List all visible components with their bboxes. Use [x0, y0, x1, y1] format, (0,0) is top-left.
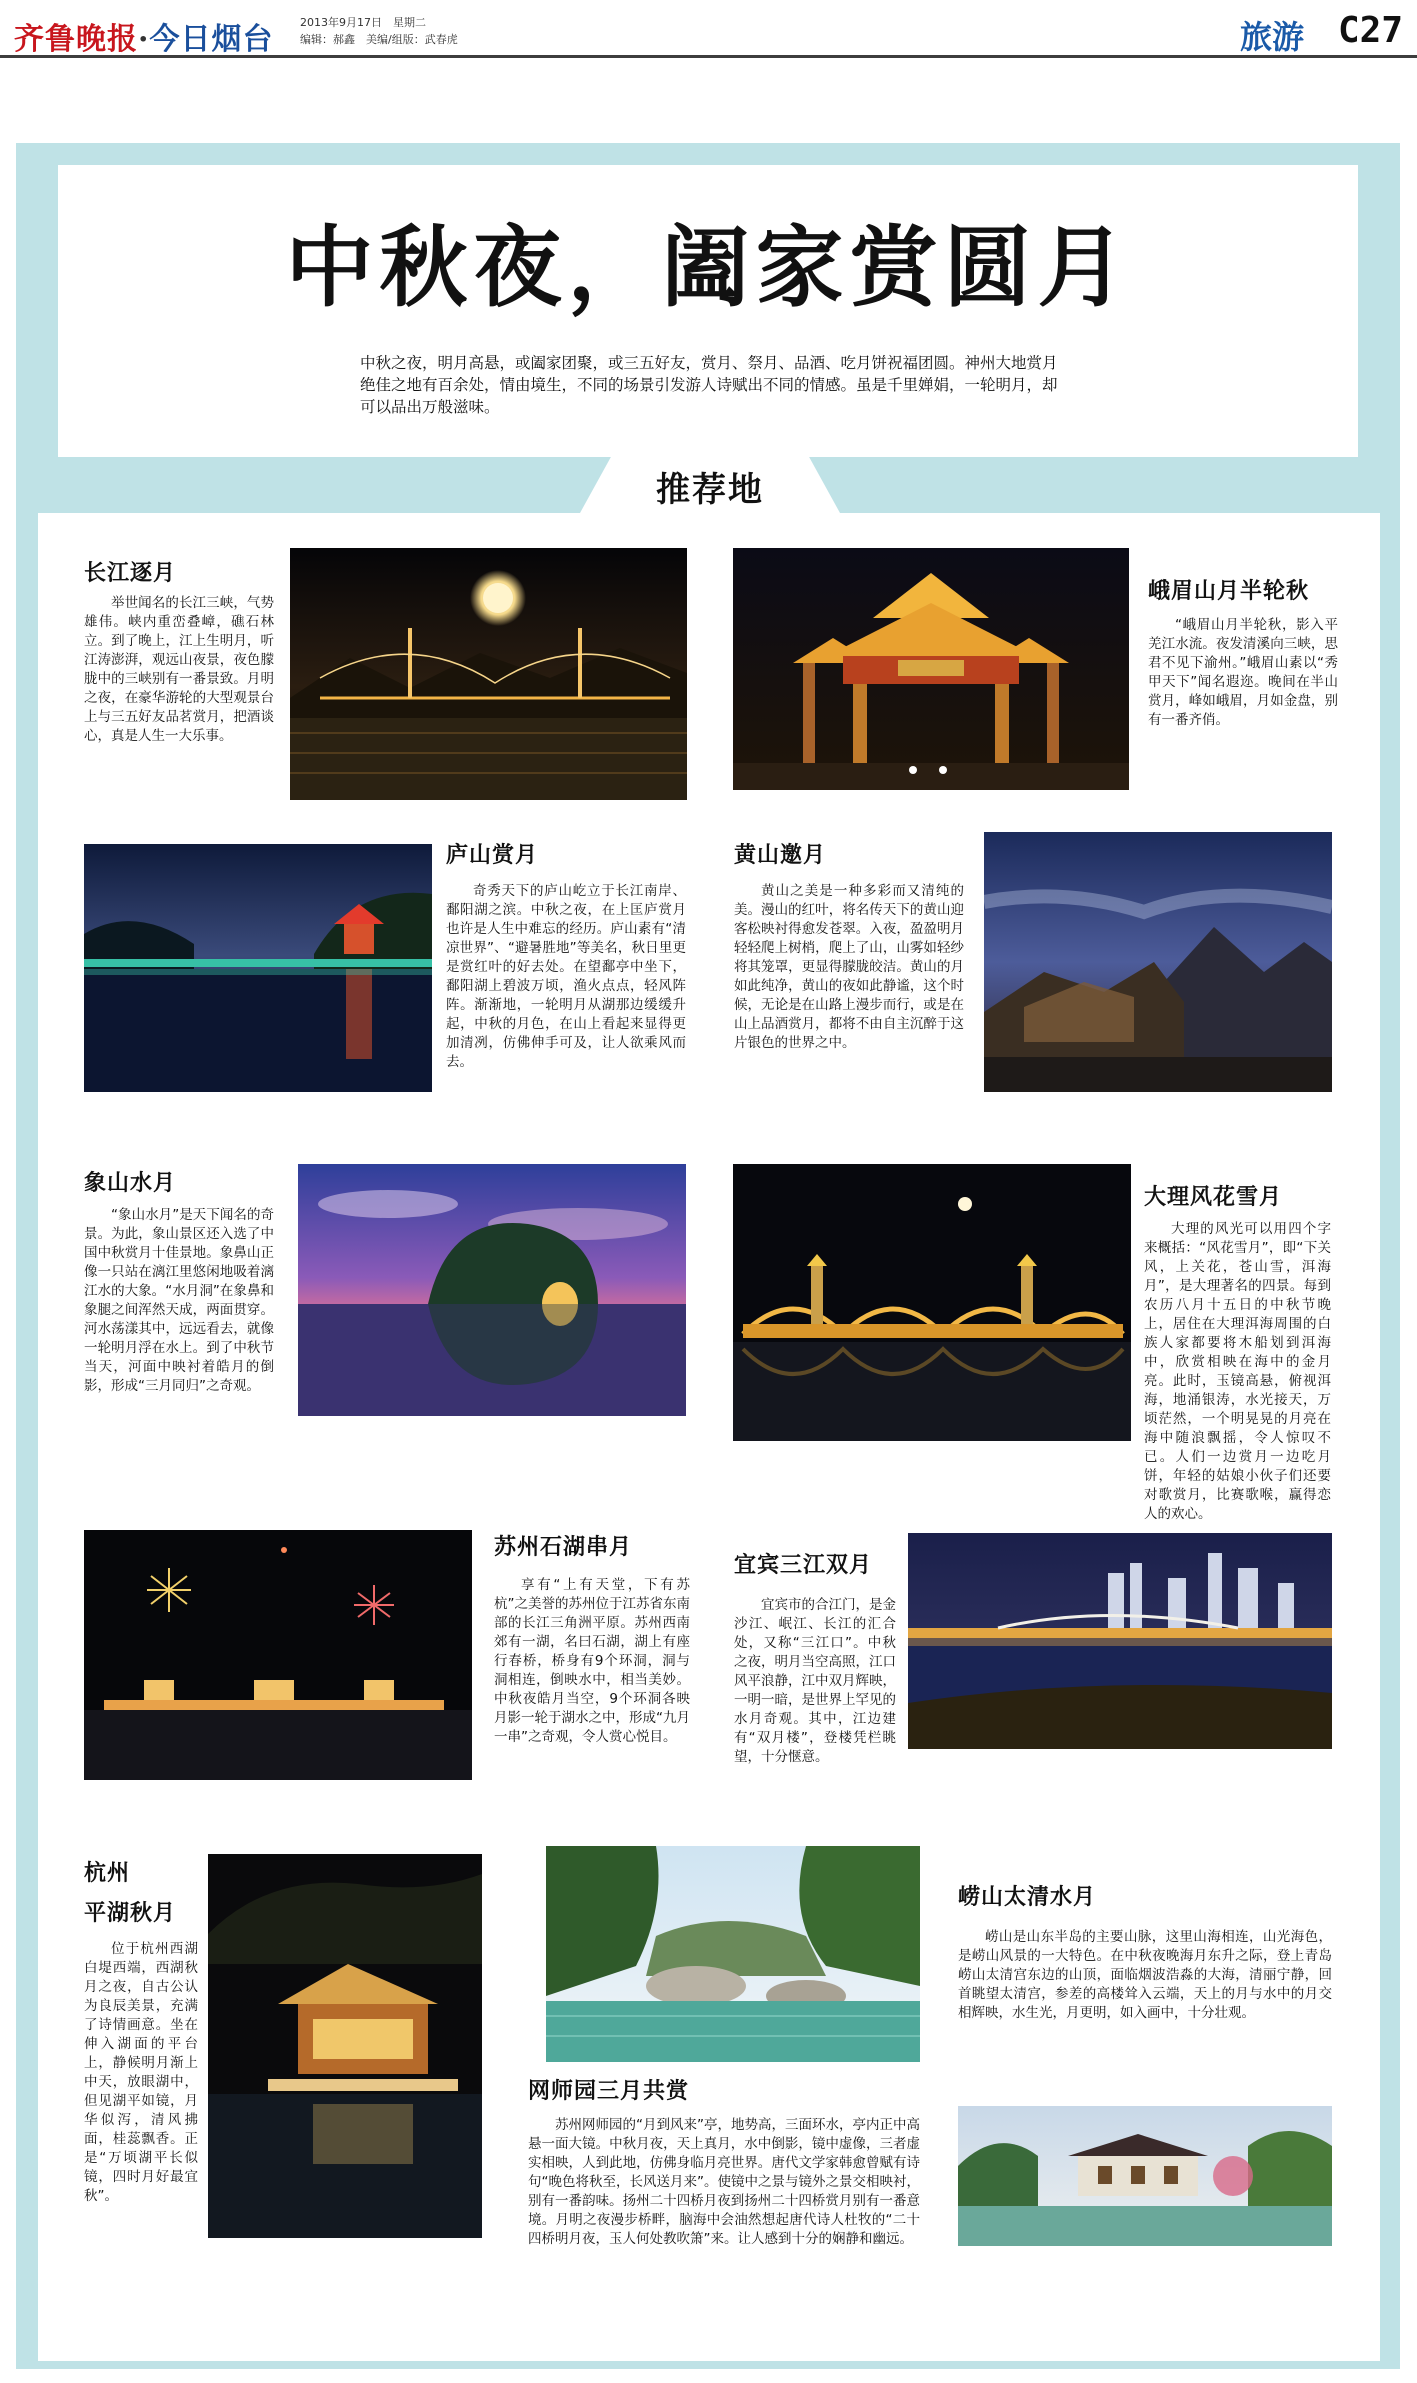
wangshi-body: 苏州网师园的“月到风来”亭，地势高，三面环水，亭内正中高悬一面大镜。中秋月夜，天上真月，水中倒影，镜中虚像，三者虚实相映，人到此地，仿佛身临月亮世界。唐代文学家韩愈曾赋有诗句“晚色将秋至，长风送月来”。使镜中之景与镜外之景交相映衬，别有一番韵味。扬州二十四桥月夜到扬州二十四桥赏月别有一番意境。月明之夜漫步桥畔，脑海中会油然想起唐代诗人杜牧的“二十四桥明月夜，玉人何处教吹箫”来。让人感到十分的娴静和幽远。: [528, 2117, 920, 2247]
wangshi-title: 网师园三月共赏: [528, 2079, 690, 2104]
editor-line: 编辑：郝鑫 美编/组版：武春虎: [300, 33, 458, 46]
xiangshan-photo: [298, 1164, 686, 1416]
laoshan-photo: [958, 2106, 1332, 2246]
lushan-body: 奇秀天下的庐山屹立于长江南岸、鄱阳湖之滨。中秋之夜，在上匡庐赏月也许是人生中难忘的经历。庐山素有“清凉世界”、“避暑胜地”等美名，秋日里更是赏红叶的好去处。在望鄱亭中坐下，鄱阳湖上碧波万顷，渔火点点，轻风阵阵。渐渐地，一轮明月从湖那边缓缓升起，中秋的月色，在山上看起来显得更加清冽，仿佛伸手可及，让人欲乘风而去。: [446, 883, 686, 1070]
changjiang-title: 长江逐月: [84, 561, 177, 586]
hangzhou-title-line2: 平湖秋月: [84, 1901, 177, 1926]
section-name: 旅游: [1240, 18, 1305, 56]
emei-photo: [733, 548, 1129, 790]
headline: 中秋夜，阖家赏圆月: [285, 215, 1132, 319]
wangshi-photo: [546, 1846, 920, 2062]
intro-paragraph: 中秋之夜，明月高悬，或阖家团聚，或三五好友，赏月、祭月、品酒、吃月饼祝福团圆。神州大地赏月绝佳之地有百余处，情由境生，不同的场景引发游人诗赋出不同的情感。虽是千里婵娟，一轮明月，却可以品出万般滋味。: [360, 354, 1058, 416]
date-line: 2013年9月17日 星期二: [300, 16, 426, 29]
issue-info: [300, 14, 458, 48]
hangzhou-photo: [208, 1854, 482, 2238]
suzhou-title: 苏州石湖串月: [494, 1535, 633, 1560]
suzhou-body: 享有“上有天堂，下有苏杭”之美誉的苏州位于江苏省东南部的长江三角洲平原。苏州西南郊有一湖，名曰石湖，湖上有座行春桥，桥身有9个环洞，洞与洞相连，倒映水中，相当美妙。中秋夜皓月当空，9个环洞各映月影一轮于湖水之中，形成“九月一串”之奇观，令人赏心悦目。: [494, 1577, 690, 1745]
logo-separator: ·: [138, 22, 150, 57]
edition-name: 今日烟台: [149, 22, 274, 57]
yibin-body: 宜宾市的合江门，是金沙江、岷江、长江的汇合处，又称“三江口”。中秋之夜，明月当空高照，江口风平浪静，江中双月辉映，一明一暗，是世界上罕见的水月奇观。其中，江边建有“双月楼”，登楼凭栏眺望，十分惬意。: [734, 1597, 896, 1765]
newspaper-logo: [14, 14, 273, 58]
recommend-label: 推荐地: [656, 470, 764, 510]
emei-body: “峨眉山月半轮秋，影入平羌江水流。夜发清溪向三峡，思君不见下渝州。”峨眉山素以“秀甲天下”闻名遐迩。晚间在半山赏月，峰如峨眉，月如金盘，别有一番齐俏。: [1148, 617, 1338, 728]
changjiang-body: 举世闻名的长江三峡，气势雄伟。峡内重峦叠嶂，礁石林立。到了晚上，江上生明月，听江涛澎湃，观远山夜景，夜色朦胧中的三峡别有一番景致。月明之夜，在豪华游轮的大型观景台上与三五好友品茗赏月，把酒谈心，真是人生一大乐事。: [84, 595, 274, 744]
huangshan-body: 黄山之美是一种多彩而又清纯的美。漫山的红叶，将名传天下的黄山迎客松映衬得愈发苍翠。入夜，盈盈明月轻轻爬上树梢，爬上了山，山雾如轻纱将其笼罩，更显得朦胧皎洁。黄山的月如此纯净，黄山的夜如此静谧，这个时候，无论是在山路上漫步而行，或是在山上品酒赏月，都将不由自主沉醉于这片银色的世界之中。: [734, 883, 964, 1051]
lushan-photo: [84, 844, 432, 1092]
lushan-title: 庐山赏月: [446, 843, 539, 868]
hangzhou-body: 位于杭州西湖白堤西端，西湖秋月之夜，自古公认为良辰美景，充满了诗情画意。坐在伸入湖面的平台上，静候明月渐上中天，放眼湖中，但见湖平如镜，月华似泻，清风拂面，桂蕊飘香。正是“万顷湖平长似镜，四时月好最宜秋”。: [84, 1941, 198, 2204]
dali-body: 大理的风光可以用四个字来概括：“风花雪月”，即“下关风，上关花，苍山雪，洱海月”，是大理著名的四景。每到农历八月十五日的中秋节晚上，居住在大理洱海周围的白族人家都要将木船划到洱海中，欣赏相映在海中的金月亮。此时，玉镜高悬，俯视洱海，地涌银涛，水光接天，万顷茫然，一个明晃晃的月亮在海中随浪飘摇，令人惊叹不已。人们一边赏月一边吃月饼，年轻的姑娘小伙子们还要对歌赏月，比赛歌喉，赢得恋人的欢心。: [1144, 1221, 1331, 1522]
suzhou-photo: [84, 1530, 472, 1780]
yibin-title: 宜宾三江双月: [734, 1553, 873, 1578]
huangshan-title: 黄山邀月: [734, 843, 827, 868]
paper-name: 齐鲁晚报: [14, 22, 138, 57]
dali-title: 大理风花雪月: [1144, 1185, 1283, 1210]
yibin-photo: [908, 1533, 1332, 1749]
laoshan-body: 崂山是山东半岛的主要山脉，这里山海相连，山光海色，是崂山风景的一大特色。在中秋夜晚海月东升之际，登上青岛崂山太清宫东边的山顶，面临烟波浩淼的大海，清丽宁静，回首眺望太清宫，参差的高楼耸入云端，天上的月与水中的月交相辉映，水生光，月更明，如入画中，十分壮观。: [958, 1929, 1332, 2021]
page-number: C27: [1338, 10, 1404, 51]
emei-title: 峨眉山月半轮秋: [1148, 579, 1310, 604]
huangshan-photo: [984, 832, 1332, 1092]
masthead: [0, 0, 1417, 58]
laoshan-title: 崂山太清水月: [958, 1885, 1097, 1910]
xiangshan-title: 象山水月: [84, 1171, 177, 1196]
xiangshan-body: “象山水月”是天下闻名的奇景。为此，象山景区还入选了中国中秋赏月十佳景地。象鼻山正像一只站在漓江里悠闲地吸着漓江水的大象。“水月洞”在象鼻和象腿之间浑然天成，两面贯穿。河水荡漾其中，远远看去，就像一轮明月浮在水上。到了中秋节当天，河面中映衬着皓月的倒影，形成“三月同归”之奇观。: [84, 1207, 274, 1394]
hangzhou-title-line1: 杭州: [84, 1861, 131, 1886]
changjiang-photo: [290, 548, 687, 800]
